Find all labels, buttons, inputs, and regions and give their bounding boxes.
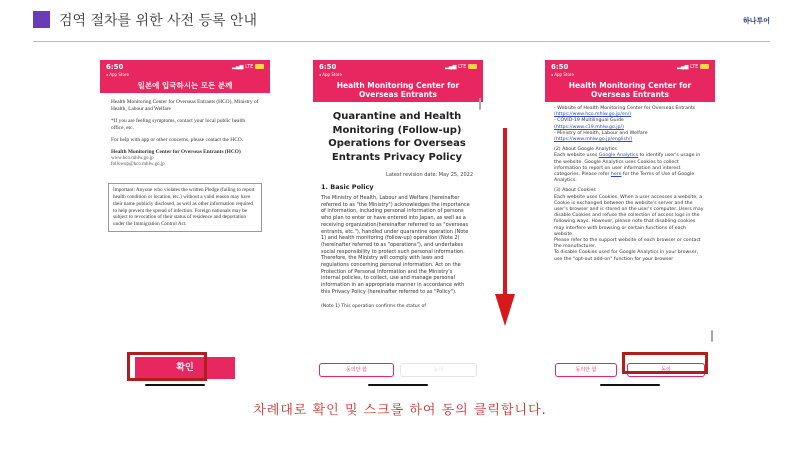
status-bar <box>100 60 270 80</box>
policy-section-heading: 1. Basic Policy <box>321 183 374 191</box>
home-indicator <box>368 384 428 386</box>
cookie-paragraph-3: To disable Cookies used for Google Analytics in your browser, use the "opt-out add-on" function for your browser <box>554 250 699 262</box>
phone-screen-2 <box>313 60 483 385</box>
cookie-paragraph: Each website uses Cookies. When a user accesses a website, a Cookie is exchanged between the website's server and the user's browser and is stored on the user's computer. Users may disable Cookies and refuse the collection of access logs in the following ways. However, please note that disabling cookies may interfere with browsing or certain functions of each website. <box>554 194 704 237</box>
status-signal: ▂▄▆ LTE <box>677 64 709 70</box>
ga-link[interactable]: Google Analytics <box>598 153 639 159</box>
policy-link-covid[interactable]: (https://www.c19.mhlw.go.jp/) <box>554 124 624 130</box>
ga-heading: (2) About Google Analytics <box>554 147 617 153</box>
policy-line: - Website of Health Monitoring Center for Overseas Entrants <box>554 106 696 111</box>
notice-symptoms: *If you are feeling symptoms, contact your local public health office, etc. <box>111 118 246 131</box>
scrollbar-thumb[interactable] <box>711 330 713 342</box>
status-signal: ▂▄▆ LTE <box>445 64 477 70</box>
battery-icon <box>255 64 264 69</box>
header-divider <box>33 41 770 42</box>
status-app-back[interactable]: ◂ App Store <box>551 72 574 77</box>
policy-body-scrolled[interactable] <box>545 102 715 263</box>
policy-link-mhlw[interactable]: (https://www.mhlw.go.jp/english/) <box>554 137 633 143</box>
confirm-button[interactable]: 확인 <box>135 357 235 379</box>
policy-line: - Ministry of Health, Labour and Welfare <box>554 130 648 136</box>
policy-text: The Ministry of Health, Labour and Welfare (hereinafter referred to as "the Ministry") acknowledges the importance of information, including personal information of persons who plan to enter or have entered into Japan, as well as a receiving organization(hereinafter referred to as "overseas entrants, etc."), handled under quarantine operation (Note 1) and health monitoring (follow-up) operation (Note 2) (hereinafter referred to as "operations"), and undertakes social responsibility to protect such personal information. Therefore, the Ministry will comply with laws and regulations concerning personal information. Act on the Protection of Personal Information and the Ministry's internal policies, to collect, use and manage personal information in an appropriate manner in accordance with this Privacy Policy (hereinafter referred to as "Policy"). <box>321 195 470 295</box>
status-app-back[interactable]: ◂ App Store <box>319 72 342 77</box>
brand-logo: 하나투어 <box>742 17 770 25</box>
status-bar <box>313 60 483 80</box>
important-box: Important: Anyone who violates the written Pledge (failing to report health condition or location, etc.) without a valid reason may have their name publicly disclosed, as well as other information required to help prevent the spread of infection. Foreign nationals may be subject to revocation of their status of residence and deportation under the Immigration Control Act. <box>108 183 262 232</box>
ga-paragraph: Each website uses Google Analytics to identify user's usage in the website. Google Analytics uses Cookies to collect information to report on user information and interest categories. Please refer here for the Terms of Use of Google Analytics. <box>554 153 701 184</box>
cookie-paragraph-2: Please refer to the support website of each browser or contact the manufacturer. <box>554 238 701 250</box>
app-title-bar: Health Monitoring Center for Overseas Entrants <box>313 80 483 102</box>
policy-date: Latest revision date: May 25, 2022 <box>386 172 473 178</box>
contact-mail: followup@hco.mhlw.go.jp <box>111 162 165 168</box>
title-square-icon <box>33 11 50 28</box>
agree-highlight <box>622 352 708 374</box>
app-title-bar: 일본에 입국하시는 모든 분께 <box>100 80 270 93</box>
status-time: 6:50 <box>551 63 569 71</box>
button-row <box>313 363 483 377</box>
status-bar <box>545 60 715 80</box>
disagree-button[interactable]: 동의안 함 <box>319 363 394 377</box>
app-title-bar: Health Monitoring Center for Overseas Entrants <box>545 80 715 102</box>
status-time: 6:50 <box>106 63 124 71</box>
battery-icon <box>700 64 709 69</box>
policy-title: Quarantine and Health Monitoring (Follow-up) Operations for Overseas Entrants Privacy Policy <box>328 111 466 163</box>
scroll-down-arrow-icon <box>495 128 515 326</box>
phone-screen-1 <box>100 60 270 380</box>
agree-button-disabled[interactable]: 동의 <box>400 363 477 377</box>
policy-body[interactable] <box>313 102 483 309</box>
contact-title: Health Monitoring Center for Overseas Entrants (HCO) <box>111 149 241 155</box>
status-app-back[interactable]: ◂ App Store <box>106 72 129 77</box>
cookie-heading: (3) About Cookies <box>554 188 596 194</box>
instruction-caption: 차례대로 확인 및 스크롤 하여 동의 클릭합니다. <box>253 403 547 418</box>
home-indicator <box>600 384 660 386</box>
battery-icon <box>468 64 477 69</box>
scrollbar-thumb[interactable] <box>479 98 481 110</box>
notice-org: Health Monitoring Center for Overseas Entrants (HCO), Ministry of Health, Labour and Welfare <box>111 99 259 112</box>
status-signal: ▂▄▆ LTE <box>232 64 264 70</box>
policy-line: - COVID-19 Multilingual Guide <box>554 118 624 124</box>
home-indicator <box>145 384 205 386</box>
phone-screen-3 <box>545 60 715 385</box>
policy-link-hco[interactable]: (https://www.hco.mhlw.go.jp/en/) <box>554 112 632 118</box>
status-time: 6:50 <box>319 63 337 71</box>
agree-button[interactable]: 동의 <box>627 363 705 377</box>
slide-header <box>0 0 800 42</box>
confirm-highlight <box>127 352 207 381</box>
notice-help: For help with app or other concerns, please contact the HCO. <box>111 137 244 143</box>
policy-note: (Note 1) This operation confirms the status of <box>321 303 426 309</box>
notice-body <box>100 93 270 175</box>
slide-title: 검역 절차를 위한 사전 등록 안내 <box>59 13 258 29</box>
ga-here-link[interactable]: here <box>610 172 622 178</box>
disagree-button[interactable]: 동의안 함 <box>555 363 617 377</box>
contact-web: www.hco.mhlw.go.jp <box>111 156 154 161</box>
